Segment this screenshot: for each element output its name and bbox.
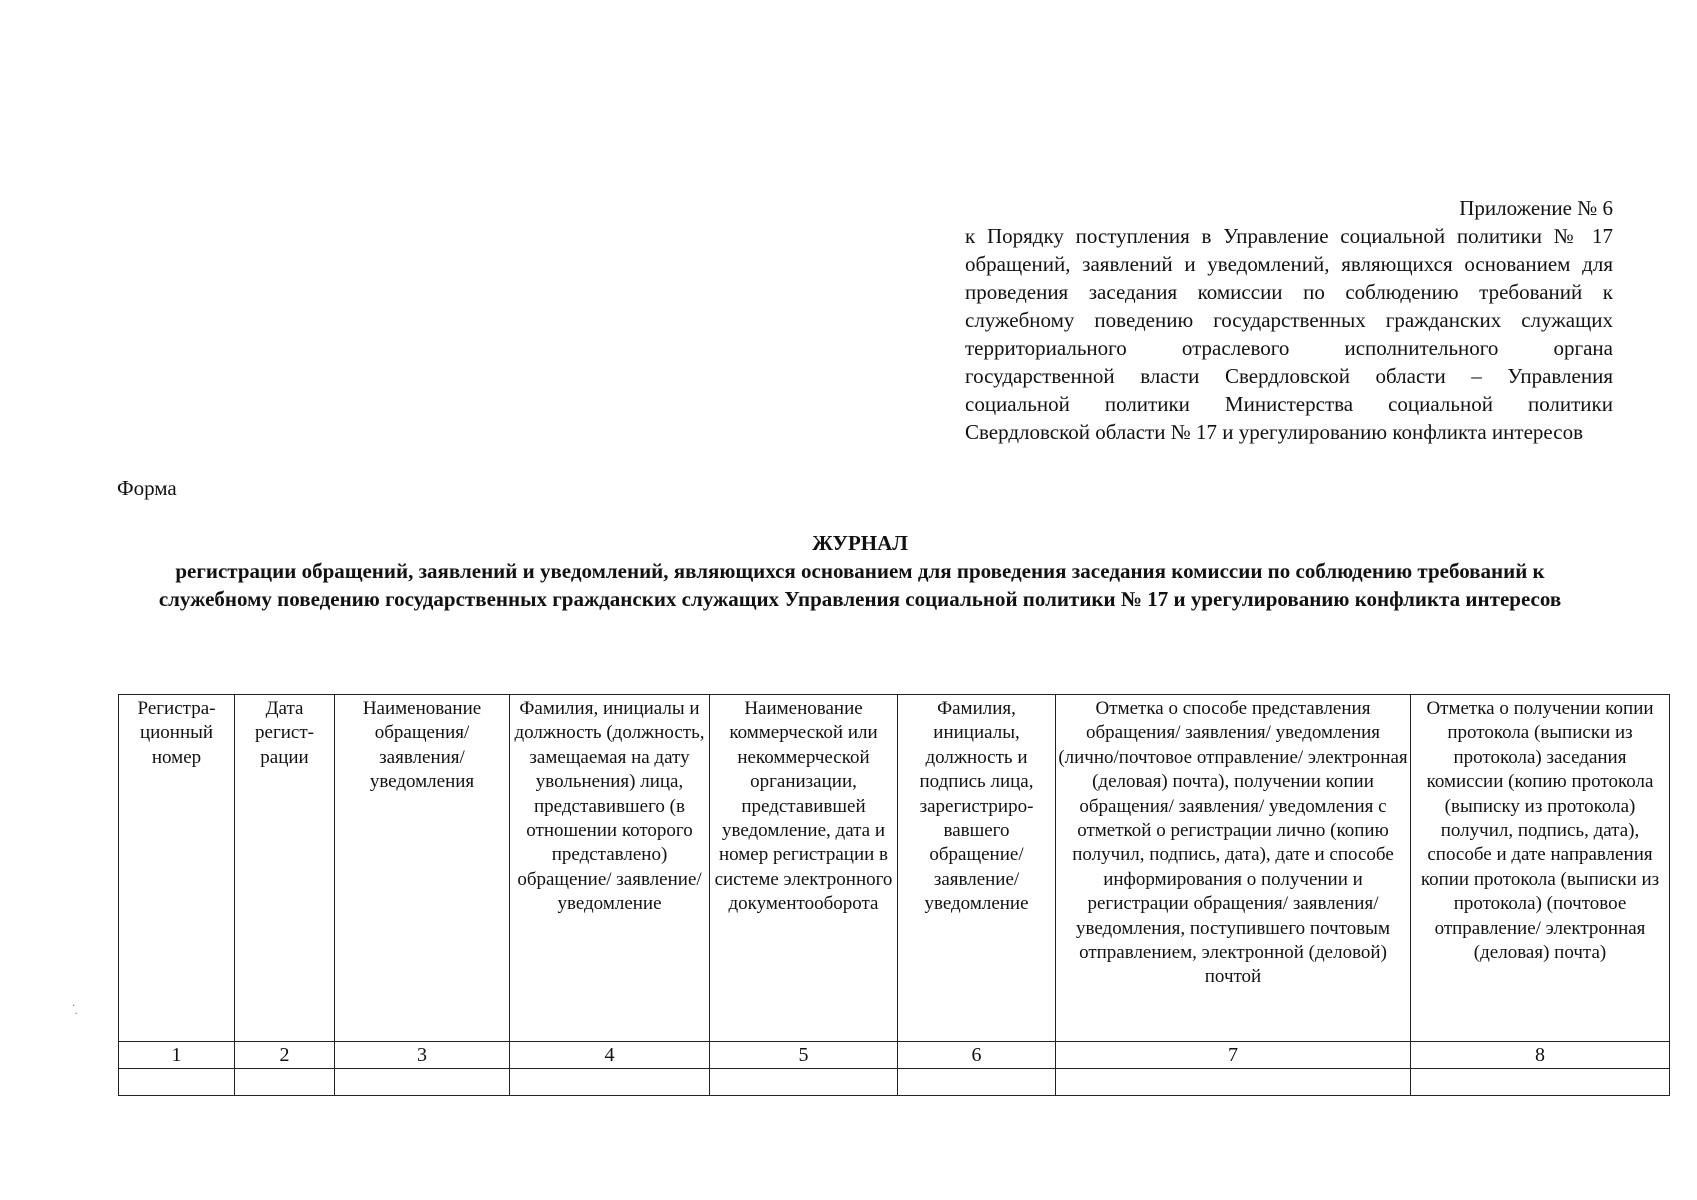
scan-artifact: · ·	[72, 1001, 78, 1020]
header-protocol-copy: Отметка о получении копии протокола (выписки из протокола) заседания комиссии (копию протокола (выписку из протокола) получил, подпись, дата), способе и дате направления копии протокола (выписки из протокола) (почтовое отправление/ электронная (деловая) почта)	[1411, 695, 1670, 1042]
column-number: 2	[235, 1042, 335, 1069]
column-number-row	[119, 1042, 1670, 1069]
table-header-row	[119, 695, 1670, 1042]
header-registrar: Фамилия, инициалы, должность и подпись лица, зарегистриро-вавшего обращение/ заявление/ уведомление	[898, 695, 1056, 1042]
empty-cell	[335, 1069, 510, 1096]
column-number: 5	[710, 1042, 898, 1069]
empty-cell	[510, 1069, 710, 1096]
column-number: 7	[1056, 1042, 1411, 1069]
empty-cell	[898, 1069, 1056, 1096]
empty-cell	[235, 1069, 335, 1096]
header-document-name: Наименование обращения/ заявления/ уведомления	[335, 695, 510, 1042]
column-number: 8	[1411, 1042, 1670, 1069]
header-submitter-person: Фамилия, инициалы и должность (должность, замещаемая на дату увольнения) лица, представившего (в отношении которого представлено) обращение/ заявление/ уведомление	[510, 695, 710, 1042]
header-submission-method: Отметка о способе представления обращения/ заявления/ уведомления (лично/почтовое отправление/ электронная (деловая) почта), получении копии обращения/ заявления/ уведомления с отметкой о регистрации лично (копию получил, подпись, дата), дате и способе информирования о получении и регистрации обращения/ заявления/ уведомления, поступившего почтовым отправлением, электронной (деловой) почтой	[1056, 695, 1411, 1042]
appendix-body: к Порядку поступления в Управление социальной политики № 17 обращений, заявлений и уведомлений, являющихся основанием для проведения заседания комиссии по соблюдению требований к служебному поведению государственных гражданских служащих территориального отраслевого исполнительного органа государственной власти Свердловской области – Управления социальной политики Министерства социальной политики Свердловской области № 17 и урегулированию конфликта интересов	[965, 224, 1613, 444]
column-number: 3	[335, 1042, 510, 1069]
journal-subtitle: регистрации обращений, заявлений и уведомлений, являющихся основанием для проведения заседания комиссии по соблюдению требований к служебному поведению государственных гражданских служащих Управления социальной политики № 17 и урегулированию конфликта интересов	[158, 559, 1562, 611]
table-row	[119, 1069, 1670, 1096]
column-number: 1	[119, 1042, 235, 1069]
column-number: 6	[898, 1042, 1056, 1069]
registration-journal-table	[118, 694, 1670, 1096]
journal-title: ЖУРНАЛ	[812, 531, 908, 555]
column-number: 4	[510, 1042, 710, 1069]
form-label: Форма	[117, 476, 177, 500]
journal-heading	[120, 529, 1600, 613]
empty-cell	[1411, 1069, 1670, 1096]
header-registration-number: Регистра-ционный номер	[119, 695, 235, 1042]
header-registration-date: Дата регист-рации	[235, 695, 335, 1042]
header-organization: Наименование коммерческой или некоммерческой организации, представившей уведомление, дата и номер регистрации в системе электронного документооборота	[710, 695, 898, 1042]
appendix-title: Приложение № 6	[1459, 196, 1613, 220]
empty-cell	[119, 1069, 235, 1096]
empty-cell	[1056, 1069, 1411, 1096]
appendix-block	[965, 194, 1613, 446]
empty-cell	[710, 1069, 898, 1096]
